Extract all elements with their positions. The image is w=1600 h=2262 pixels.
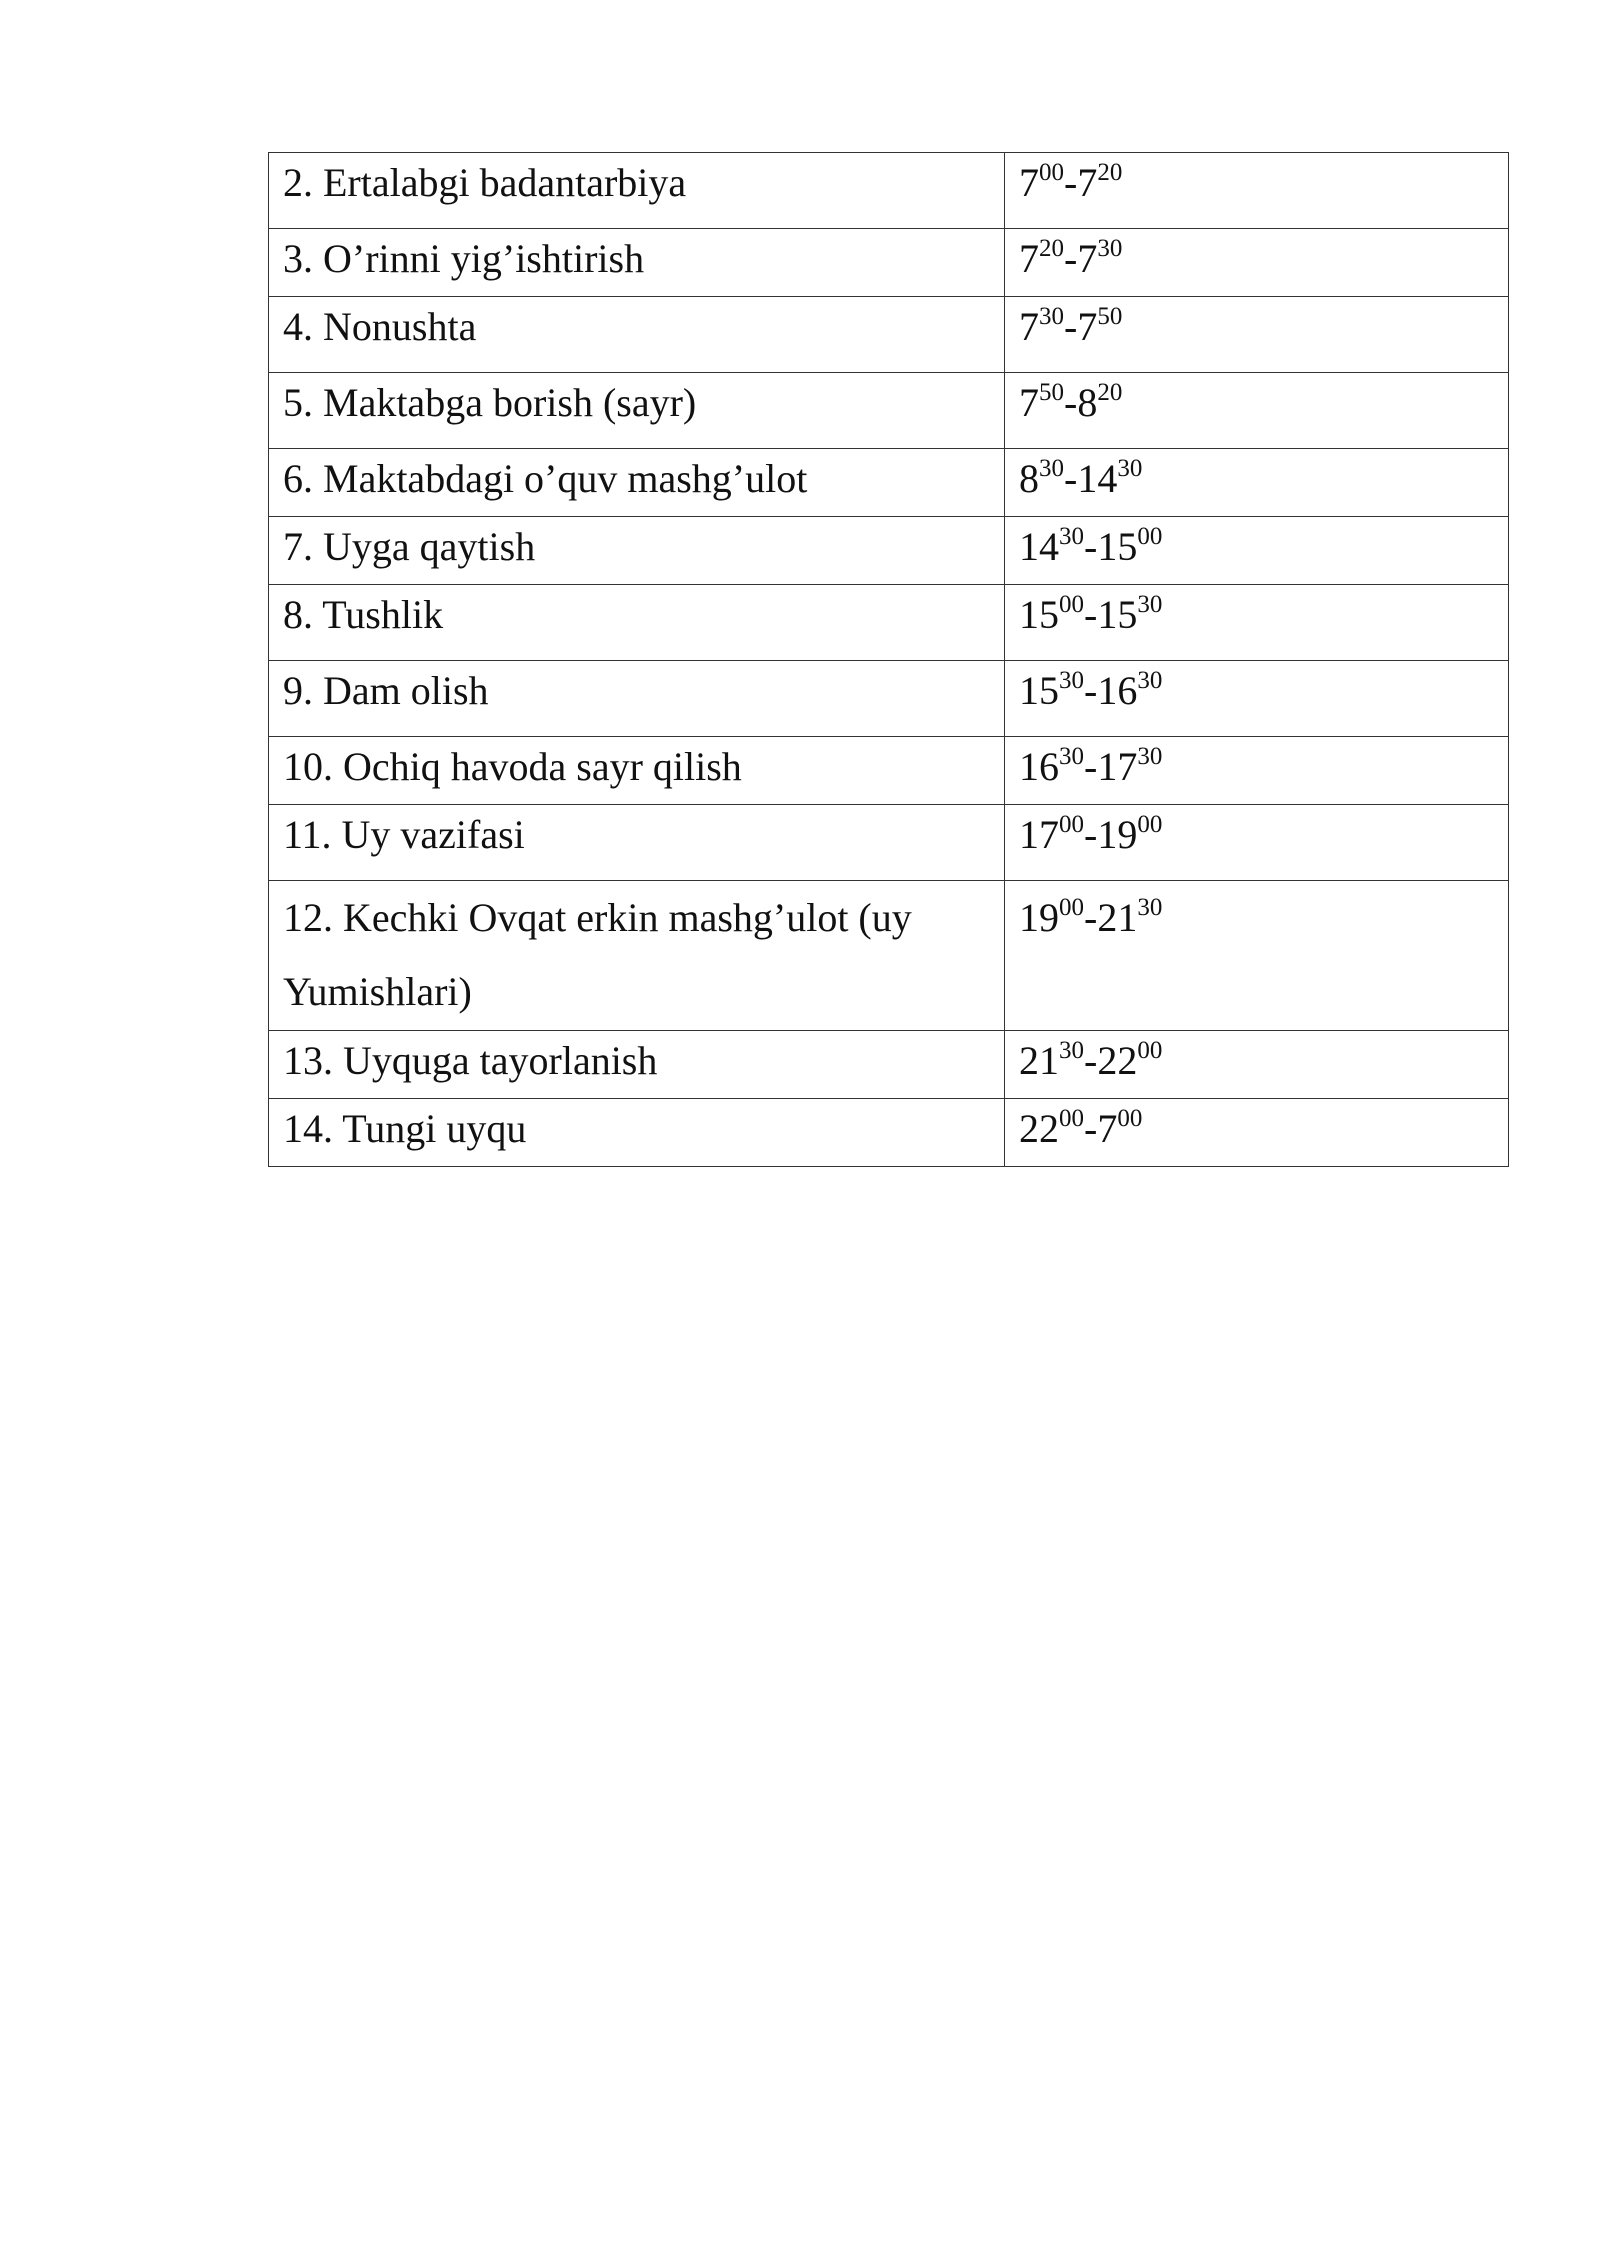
activity-cell: 13. Uyquga tayorlanish bbox=[269, 1031, 1005, 1099]
time-cell bbox=[1005, 585, 1509, 661]
end-hour: 7 bbox=[1077, 304, 1098, 349]
table-row bbox=[269, 449, 1509, 517]
end-hour: 17 bbox=[1097, 744, 1138, 789]
time-range: $15^{30}-16^{30}$ bbox=[1019, 666, 1163, 713]
end-minute: 00 bbox=[1137, 522, 1163, 550]
end-minute: 30 bbox=[1137, 893, 1163, 921]
table-row bbox=[269, 737, 1509, 805]
end-hour: 14 bbox=[1077, 456, 1118, 501]
end-hour: 7 bbox=[1097, 1106, 1118, 1151]
start-minute: 30 bbox=[1059, 742, 1084, 770]
end-minute: 00 bbox=[1137, 810, 1163, 838]
activity-cell: 9. Dam olish bbox=[269, 661, 1005, 737]
end-hour: 21 bbox=[1097, 895, 1138, 940]
activity-cell: 2. Ertalabgi badantarbiya bbox=[269, 153, 1005, 229]
start-hour: 19 bbox=[1019, 895, 1059, 940]
time-cell bbox=[1005, 737, 1509, 805]
start-hour: 7 bbox=[1019, 236, 1039, 281]
end-minute: 00 bbox=[1117, 1104, 1143, 1132]
activity-cell: 10. Ochiq havoda sayr qilish bbox=[269, 737, 1005, 805]
activity-cell: 3. O’rinni yig’ishtirish bbox=[269, 229, 1005, 297]
start-hour: 7 bbox=[1019, 304, 1039, 349]
start-minute: 00 bbox=[1059, 893, 1084, 921]
activity-cell: 6. Maktabdagi o’quv mashg’ulot bbox=[269, 449, 1005, 517]
end-hour: 19 bbox=[1097, 812, 1138, 857]
time-cell bbox=[1005, 881, 1509, 1031]
time-range: $21^{30}-22^{00}$ bbox=[1019, 1036, 1163, 1083]
time-range: $22^{00}-7^{00}$ bbox=[1019, 1104, 1143, 1151]
start-minute: 30 bbox=[1039, 302, 1064, 330]
end-hour: 7 bbox=[1077, 160, 1098, 205]
end-hour: 22 bbox=[1097, 1038, 1138, 1083]
table-row bbox=[269, 153, 1509, 229]
start-minute: 00 bbox=[1039, 158, 1064, 186]
time-cell bbox=[1005, 373, 1509, 449]
activity-cell: 12. Kechki Ovqat erkin mashg’ulot (uy Yumishlari) bbox=[269, 881, 1005, 1031]
start-hour: 17 bbox=[1019, 812, 1059, 857]
time-cell bbox=[1005, 1099, 1509, 1167]
time-cell bbox=[1005, 297, 1509, 373]
end-hour: 15 bbox=[1097, 592, 1138, 637]
time-cell bbox=[1005, 449, 1509, 517]
table-row bbox=[269, 1031, 1509, 1099]
end-minute: 30 bbox=[1137, 590, 1163, 618]
start-hour: 16 bbox=[1019, 744, 1059, 789]
end-hour: 7 bbox=[1077, 236, 1098, 281]
activity-cell: 7. Uyga qaytish bbox=[269, 517, 1005, 585]
start-hour: 21 bbox=[1019, 1038, 1059, 1083]
end-hour: 16 bbox=[1097, 668, 1138, 713]
end-hour: 8 bbox=[1077, 380, 1098, 425]
activity-cell: 14. Tungi uyqu bbox=[269, 1099, 1005, 1167]
end-minute: 30 bbox=[1117, 454, 1143, 482]
start-minute: 30 bbox=[1059, 522, 1084, 550]
activity-cell: 8. Tushlik bbox=[269, 585, 1005, 661]
time-range: $14^{30}-15^{00}$ bbox=[1019, 522, 1163, 569]
activity-cell: 5. Maktabga borish (sayr) bbox=[269, 373, 1005, 449]
time-cell bbox=[1005, 805, 1509, 881]
table-row bbox=[269, 661, 1509, 737]
end-minute: 30 bbox=[1137, 666, 1163, 694]
table-row bbox=[269, 517, 1509, 585]
daily-schedule-table bbox=[268, 152, 1509, 1167]
start-hour: 14 bbox=[1019, 524, 1059, 569]
table-row bbox=[269, 881, 1509, 1031]
end-hour: 15 bbox=[1097, 524, 1138, 569]
start-minute: 00 bbox=[1059, 590, 1084, 618]
start-minute: 30 bbox=[1059, 666, 1084, 694]
start-hour: 8 bbox=[1019, 456, 1039, 501]
activity-cell: 4. Nonushta bbox=[269, 297, 1005, 373]
activity-cell: 11. Uy vazifasi bbox=[269, 805, 1005, 881]
time-range: $7^{20}-7^{30}$ bbox=[1019, 234, 1123, 281]
start-minute: 00 bbox=[1059, 1104, 1084, 1132]
start-hour: 7 bbox=[1019, 160, 1039, 205]
time-range: $7^{50}-8^{20}$ bbox=[1019, 378, 1123, 425]
table-row bbox=[269, 297, 1509, 373]
start-hour: 15 bbox=[1019, 592, 1059, 637]
table-row bbox=[269, 1099, 1509, 1167]
start-minute: 30 bbox=[1039, 454, 1064, 482]
end-minute: 50 bbox=[1097, 302, 1123, 330]
time-cell bbox=[1005, 661, 1509, 737]
end-minute: 30 bbox=[1097, 234, 1123, 262]
time-range: $7^{30}-7^{50}$ bbox=[1019, 302, 1123, 349]
time-cell bbox=[1005, 1031, 1509, 1099]
end-minute: 20 bbox=[1097, 378, 1123, 406]
start-hour: 22 bbox=[1019, 1106, 1059, 1151]
start-minute: 00 bbox=[1059, 810, 1084, 838]
time-cell bbox=[1005, 153, 1509, 229]
table-row bbox=[269, 585, 1509, 661]
time-cell bbox=[1005, 229, 1509, 297]
end-minute: 30 bbox=[1137, 742, 1163, 770]
time-range: $16^{30}-17^{30}$ bbox=[1019, 742, 1163, 789]
table-row bbox=[269, 229, 1509, 297]
start-hour: 15 bbox=[1019, 668, 1059, 713]
start-minute: 30 bbox=[1059, 1036, 1084, 1064]
start-minute: 50 bbox=[1039, 378, 1064, 406]
start-minute: 20 bbox=[1039, 234, 1064, 262]
table-row bbox=[269, 805, 1509, 881]
time-cell bbox=[1005, 517, 1509, 585]
time-range: $8^{30}-14^{30}$ bbox=[1019, 454, 1143, 501]
end-minute: 20 bbox=[1097, 158, 1123, 186]
time-range: $7^{00}-7^{20}$ bbox=[1019, 158, 1123, 205]
start-hour: 7 bbox=[1019, 380, 1039, 425]
time-range: $19^{00}-21^{30}$ bbox=[1019, 893, 1163, 940]
table-row bbox=[269, 373, 1509, 449]
time-range: $17^{00}-19^{00}$ bbox=[1019, 810, 1163, 857]
end-minute: 00 bbox=[1137, 1036, 1163, 1064]
time-range: $15^{00}-15^{30}$ bbox=[1019, 590, 1163, 637]
